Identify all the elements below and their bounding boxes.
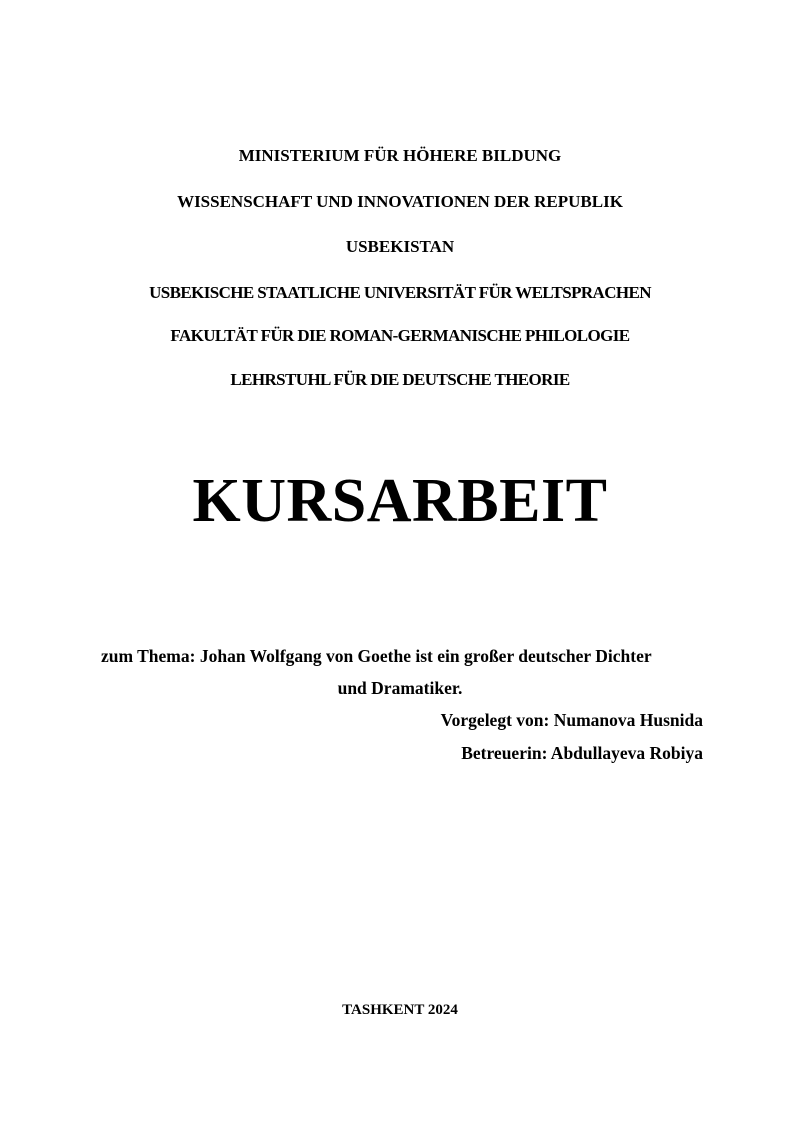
topic-line-2: und Dramatiker. xyxy=(337,678,463,698)
supervisor-line: Betreuerin: Abdullayeva Robiya xyxy=(461,743,703,763)
author-line: Vorgelegt von: Numanova Husnida xyxy=(440,710,703,730)
university-heading: USBEKISCHE STAATLICHE UNIVERSITÄT FÜR WELTSPRACHEN xyxy=(149,283,651,302)
faculty-heading: FAKULTÄT FÜR DIE ROMAN-GERMANISCHE PHILOLOGIE xyxy=(170,326,630,345)
ministry-heading: MINISTERIUM FÜR HÖHERE BILDUNG xyxy=(238,146,562,165)
topic-line-1: zum Thema: Johan Wolfgang von Goethe ist ein großer deutscher Dichter xyxy=(101,646,652,666)
department-heading: LEHRSTUHL FÜR DIE DEUTSCHE THEORIE xyxy=(230,370,570,389)
country-heading: USBEKISTAN xyxy=(345,237,455,256)
ministry-heading-continued: WISSENSCHAFT UND INNOVATIONEN DER REPUBLIK xyxy=(177,192,623,211)
place-year-footer: TASHKENT 2024 xyxy=(342,1002,458,1018)
document-title: KURSARBEIT xyxy=(192,467,608,535)
